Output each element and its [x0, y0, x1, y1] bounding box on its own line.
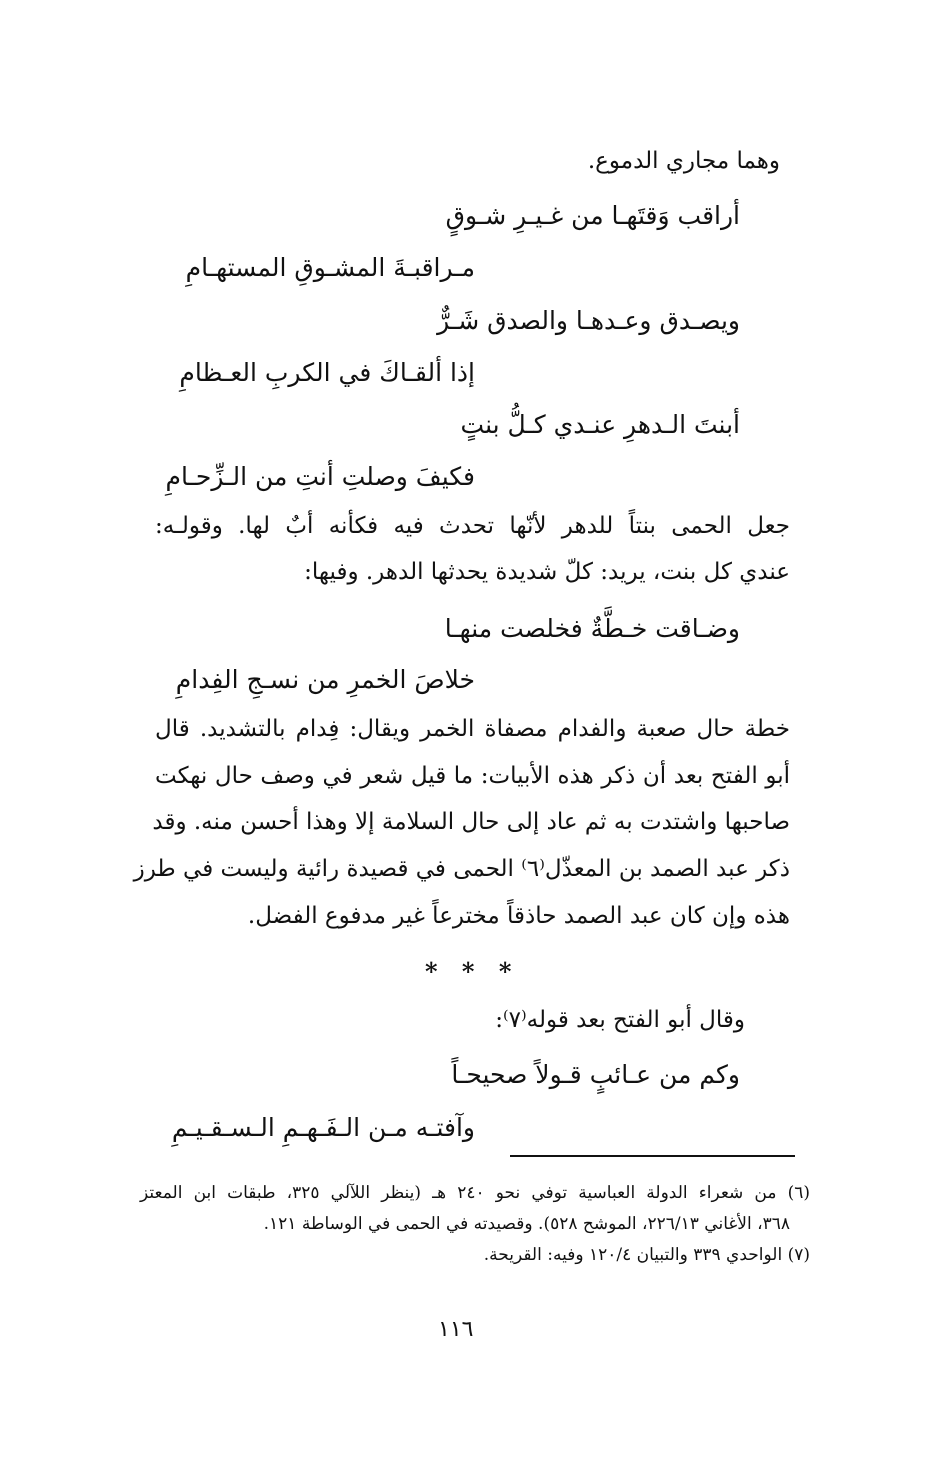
- footnote-line: (٦) من شعراء الدولة العباسية توفي نحو ٢٤٠ هـ (ينظر اللآلي ٣٢٥، طبقات ابن المعتز: [140, 1183, 810, 1203]
- paragraph-line: ذكر عبد الصمد بن المعذّل⁽٦⁾ الحمى في قصيدة رائية وليست في طرز: [133, 856, 790, 882]
- footnote-line: ٣٦٨، الأغاني ٢٢٦/١٣، الموشح ٥٢٨). وقصيدته في الحمى في الوساطة ١٢١.: [263, 1214, 790, 1234]
- verse-second-hemistich: خلاصَ الخمرِ من نسـجِ الفِدامِ: [175, 665, 475, 694]
- verse-second-hemistich: فكيفَ وصلتِ أنتِ من الـزِّحـامِ: [165, 462, 475, 491]
- footnote-separator: [510, 1155, 795, 1157]
- verse-second-hemistich: مـراقبـةَ المشـوقِ المستهـامِ: [185, 253, 475, 282]
- text-line: وهما مجاري الدموع.: [587, 148, 780, 174]
- text-line: وقال أبو الفتح بعد قوله⁽٧⁾:: [495, 1007, 745, 1033]
- paragraph-line: عندي كل بنت، يريد: كلّ شديدة يحدثها الدهر. وفيها:: [304, 559, 790, 585]
- paragraph-line: هذه وإن كان عبد الصمد حاذقاً مخترعاً غير مدفوع الفضل.: [247, 903, 790, 929]
- paragraph-line: جعل الحمى بنتاً للدهر لأنّها تحدث فيه فكأنه أبٌ لها. وقولـه:: [155, 513, 790, 539]
- verse-first-hemistich: ويصـدق وعـدهـا والصدق شَـرٌّ: [437, 306, 740, 335]
- verse-first-hemistich: أراقب وَقتَهـا من غـيـرِ شـوقٍ: [445, 201, 740, 230]
- paragraph-line: أبو الفتح بعد أن ذكر هذه الأبيات: ما قيل شعر في وصف حال نهكت: [155, 763, 790, 789]
- footnote-line: (٧) الواحدي ٣٣٩ والتبيان ١٢٠/٤ وفيه: القريحة.: [483, 1245, 810, 1265]
- page-number: ١١٦: [438, 1317, 474, 1342]
- verse-first-hemistich: وكم من عـائبٍ قـولاً صحيحـاً: [451, 1060, 740, 1089]
- verse-second-hemistich: إذا ألقـاكَ في الكربِ العـظامِ: [179, 358, 475, 387]
- verse-second-hemistich: وآفتـه مـن الـفَـهـمِ الـسـقـيـمِ: [171, 1113, 475, 1142]
- section-separator: * * *: [425, 957, 520, 986]
- paragraph-line: صاحبها واشتدت به ثم عاد إلى حال السلامة إلا وهذا أحسن منه. وقد: [152, 809, 790, 835]
- verse-first-hemistich: أبنتَ الـدهرِ عنـدي كـلُّ بنتٍ: [460, 410, 740, 439]
- paragraph-line: خطة حال صعبة والفدام مصفاة الخمر ويقال: فِدام بالتشديد. قال: [155, 716, 790, 742]
- verse-first-hemistich: وضـاقت خـطَّةٌ فخلصت منهـا: [444, 614, 740, 643]
